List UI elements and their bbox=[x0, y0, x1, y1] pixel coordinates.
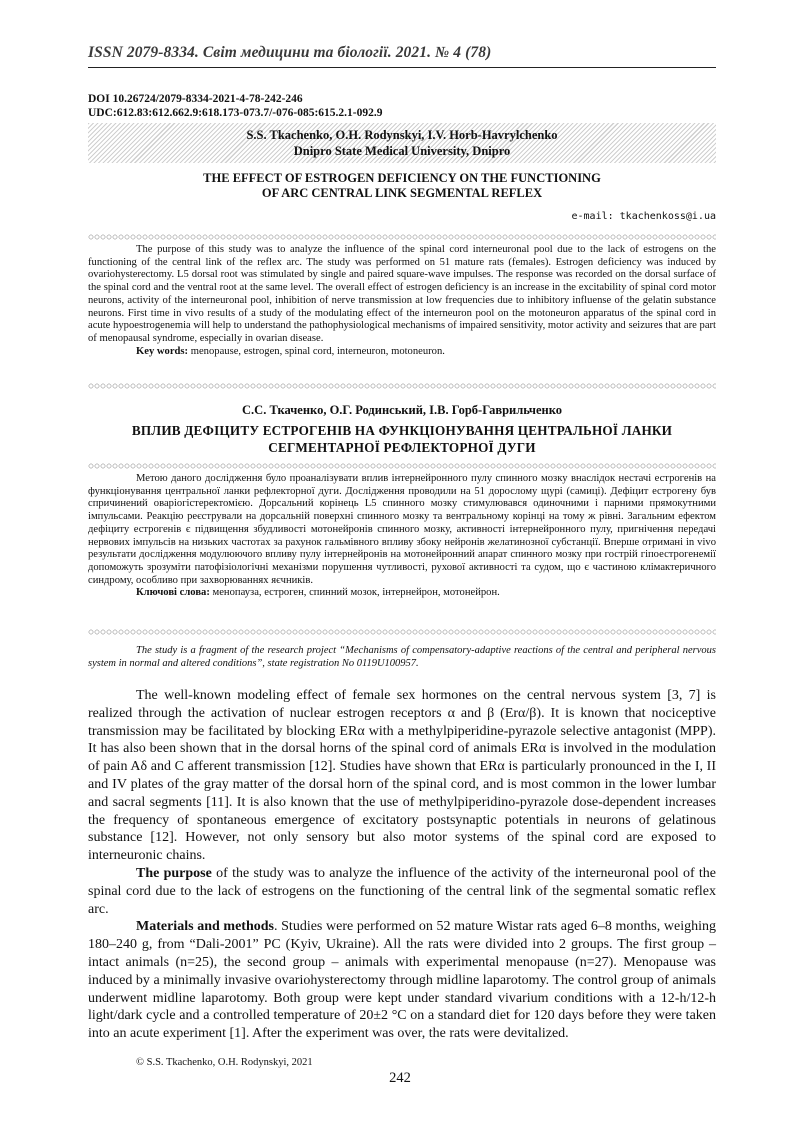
copyright: © S.S. Tkachenko, O.H. Rodynskyi, 2021 bbox=[136, 1057, 313, 1068]
methods-label: Materials and methods bbox=[136, 919, 274, 935]
abstract-en-text: The purpose of this study was to analyze the influence of the spinal cord interneuronal pool due to the lack of estrogens on the functioning of the central link of the reflex arc. The study was performed on 51 mature rats (females). Estrogen deficiency was induced by ovariohysterectomy. L5 dorsal root was stimulated by single and paired square-wave impulses. The response was recorded on the dorsal surface of the spinal cord and the ventral root at the same level. The overall effect of estrogen deficiency is an increase in the excitability of spinal cord motor neurons, activity of the interneuronal pool, inhibition of nerve transmission at low frequencies due to inhibitory influense of the gelatin substance neurons. First time in vivo results of a study of the modulating effect of the interneuron pool on the motoneuron apparatus of the spinal cord in acute hypoestrogenemia will help to understand the pathophysiological mechanisms of impaired sensitivity, motor activity and seizures that are part of menopausal syndrome, especially in ovarian disease. bbox=[88, 244, 716, 344]
wavy-divider bbox=[88, 383, 716, 389]
title-en bbox=[88, 171, 716, 201]
keywords-en bbox=[88, 346, 716, 359]
body-paragraph-1: The well-known modeling effect of female sex hormones on the central nervous system [3, 7] is realized through the activation of nuclear estrogen receptors α and β (Erα/β). It is known that nociceptive transmission may be facilitated by blocking ERα with a methylpiperidine-pyrazole selective antagonist (MPP). It has also been shown that in the dorsal horns of the spinal cord of animals ERα is involved in the modulation of pain Aδ and C afferent transmission [12]. Studies have shown that ERα is particularly pronounced in the I, II and IV plates of the gray matter of the dorsal horn of the spinal cord, and is most common in the lower lumbar and sacral segments [11]. It is also known that the use of methylpiperidino-pyrazole dose-dependent increases the frequency of spontaneous emergence of excitatory postsynaptic potentials in neurons of gelatinous substance [12]. However, not only sensory but also motor systems of the spinal cord are exposed to interneuronic chains. bbox=[88, 688, 716, 864]
journal-header: ISSN 2079-8334. Світ медицини та біології. 2021. № 4 (78) bbox=[88, 44, 492, 61]
purpose-label: The purpose bbox=[136, 865, 212, 881]
keywords-ua bbox=[88, 587, 716, 600]
email: e-mail: tkachenkoss@i.ua bbox=[571, 211, 716, 222]
authors-en: S.S. Tkachenko, O.H. Rodynskyi, I.V. Horb-Havrylchenko bbox=[246, 128, 558, 142]
title-en-line2: OF ARC CENTRAL LINK SEGMENTAL REFLEX bbox=[261, 186, 543, 200]
abstract-en bbox=[88, 244, 716, 358]
methods-text: . Studies were performed on 52 mature Wistar rats aged 6–8 months, weighing 180–240 g, from “Dali-2001” PC (Kyiv, Ukraine). All the rats were divided into 2 groups. The first group – intact animals (n=25), the second group – animals with experimental menopause (n=27). Menopause was induced by a minimally invasive ovariohysterectomy through midline laparotomy. The control group of animals underwent midline laparotomy. Both group were kept under standard vivarium conditions with a 12-h/12-h light/dark cycle and a controlled temperature of 20±2 °C on a standard diet for 120 days before they were taken into an acute experiment [1]. After the experiment was over, the rats were devitalized. bbox=[88, 919, 716, 1042]
title-ua-line1: ВПЛИВ ДЕФІЦИТУ ЕСТРОГЕНІВ НА ФУНКЦІОНУВАННЯ ЦЕНТРАЛЬНОЇ ЛАНКИ bbox=[131, 423, 673, 438]
wavy-divider bbox=[88, 234, 716, 240]
wavy-divider bbox=[88, 629, 716, 635]
article-meta bbox=[88, 92, 383, 120]
keywords-ua-values: менопауза, естроген, спинний мозок, інтернейрон, мотонейрон. bbox=[209, 587, 500, 599]
title-ua bbox=[88, 422, 716, 456]
keywords-en-label: Key words: bbox=[136, 345, 189, 357]
keywords-ua-label: Ключові слова: bbox=[136, 587, 210, 599]
authors-ua: С.С. Ткаченко, О.Г. Родинський, І.В. Горб-Гаврильченко bbox=[242, 403, 562, 417]
wavy-divider bbox=[88, 463, 716, 469]
abstract-ua-text: Метою даного дослідження було проаналізувати вплив інтернейронного пулу спинного мозку внаслідок нестачі естрогенів на функціонування центральної ланки рефлекторної дуги. Дослідження проводили на 51 дорослому щурі (самиці). Дефіцит естрогену був спричинений оваріогістеректомією. Дорсальний корінець L5 спинного мозку стимулювався одиночними і парними прямокутними імпульсами. Реакцію реєстрували на дорсальній поверхні спинного мозку та вентральному корінці на тому ж рівні. Загальним ефектом дефіциту естрогенів є підвищення збудливості мотонейронів спинного мозку, активності інтернейронного пулу, пригнічення передачі нервових імпульсів на низьких частотах за рахунок гальмівного впливу збоку нейронів желатинозної субстанції. Вперше отримані in vivo результати дослідження модулюючого впливу пулу інтернейронів на мотонейронний апарат спинного мозку при гострій гіпоестрогенемії допоможуть зрозуміти патофізіологічні механізми порушення чутливості, рухової активності та судом, що є частиною клімактеричного синдрому, особливо при захворюваннях яєчників. bbox=[88, 473, 716, 586]
funding-note: The study is a fragment of the research project “Mechanisms of compensatory-adaptive reactions of the central and peripheral nervous system in normal and altered conditions”, state registration No 0119U100957. bbox=[88, 645, 716, 669]
body-paragraph-2 bbox=[88, 865, 716, 918]
purpose-text: of the study was to analyze the influence of the activity of the interneuronal pool of the spinal cord due to the lack of estrogens on the functioning of the central link of the segmental somatic reflex arc. bbox=[88, 865, 716, 917]
abstract-ua bbox=[88, 473, 716, 600]
author-band-en bbox=[88, 123, 716, 163]
title-ua-line2: СЕГМЕНТАРНОЇ РЕФЛЕКТОРНОЇ ДУГИ bbox=[268, 440, 536, 455]
title-en-line1: THE EFFECT OF ESTROGEN DEFICIENCY ON THE FUNCTIONING bbox=[203, 171, 601, 185]
affiliation: Dnipro State Medical University, Dnipro bbox=[293, 143, 511, 158]
doi: DOI 10.26724/2079-8334-2021-4-78-242-246 bbox=[88, 93, 303, 105]
page-number: 242 bbox=[389, 1070, 411, 1086]
body-paragraph-3 bbox=[88, 918, 716, 1043]
keywords-en-values: menopause, estrogen, spinal cord, interneuron, motoneuron. bbox=[188, 345, 445, 357]
udc: UDC:612.83:612.662.9:618.173-073.7/-076-085:615.2.1-092.9 bbox=[88, 107, 383, 119]
body-text bbox=[88, 687, 716, 1043]
header-rule bbox=[88, 67, 716, 68]
